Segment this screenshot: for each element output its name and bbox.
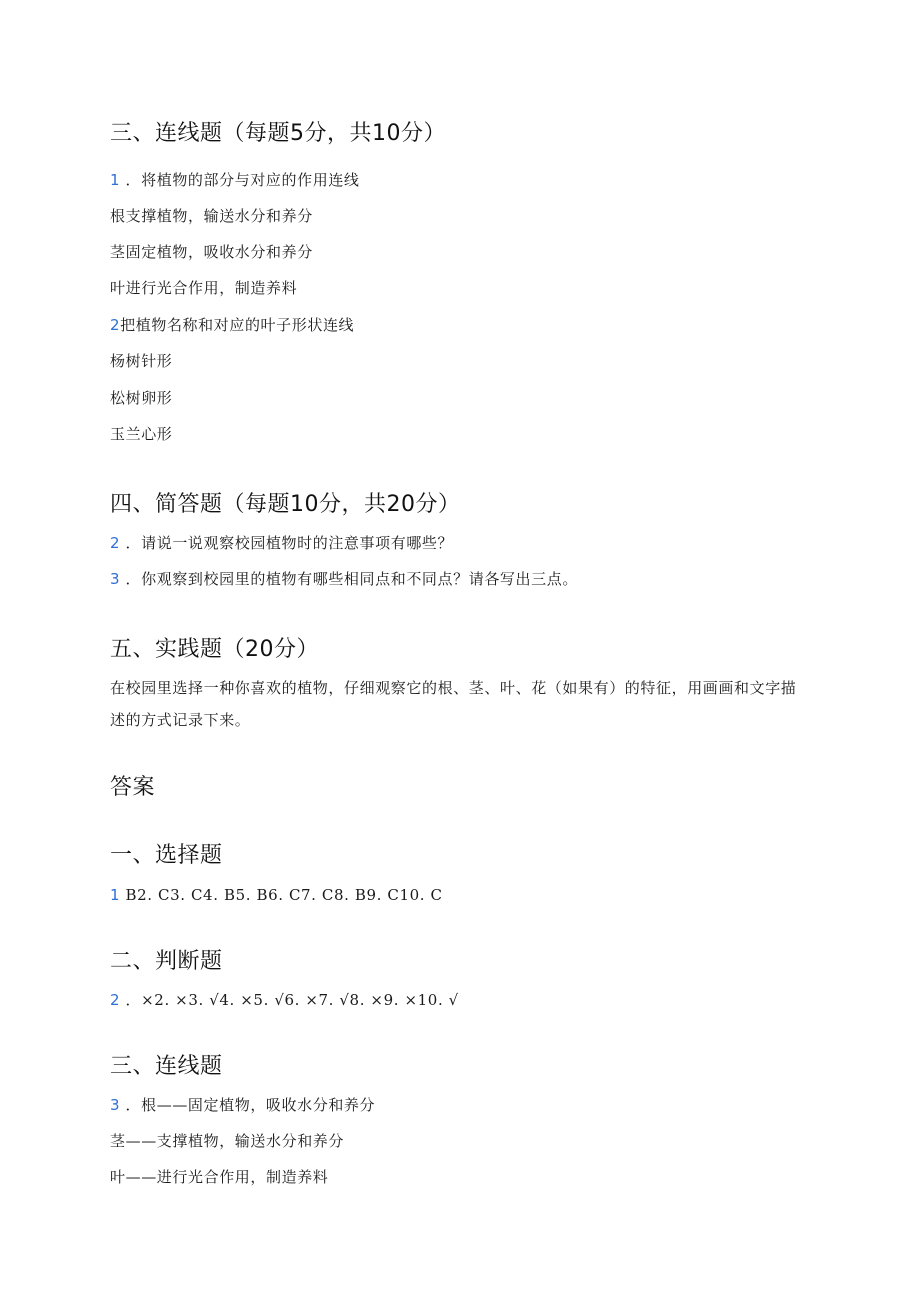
section-heading-short-answer — [110, 487, 461, 518]
section-heading-text: 四、简答题（每题10分，共20分） — [110, 492, 461, 517]
answer-line — [110, 990, 459, 1010]
matching-line: 杨树针形 — [110, 352, 173, 370]
question-text: ．你观察到校园里的植物有哪些相同点和不同点？请各写出三点。 — [125, 570, 578, 588]
answer-number: 3 — [110, 1096, 121, 1114]
question-1 — [110, 170, 360, 190]
answer-section-heading — [110, 838, 223, 869]
answer-line — [110, 885, 443, 905]
section-heading-text: 一、选择题 — [110, 843, 223, 868]
question-2 — [110, 315, 354, 335]
section-heading-text: 二、判断题 — [110, 949, 223, 974]
matching-line: 玉兰心形 — [110, 425, 173, 443]
question-number: 1 — [110, 171, 121, 189]
answer-section-heading — [110, 1049, 223, 1080]
question-number: 2 — [110, 534, 121, 552]
matching-line: 根支撑植物，输送水分和养分 — [110, 207, 313, 225]
question-text: 把植物名称和对应的叶子形状连线 — [120, 316, 355, 334]
answer-line: 叶——进行光合作用，制造养料 — [110, 1168, 329, 1186]
section-heading-matching — [110, 116, 446, 147]
question-2 — [110, 533, 453, 553]
answer-section-heading — [110, 944, 223, 975]
question-number: 3 — [110, 570, 121, 588]
question-text: ．将植物的部分与对应的作用连线 — [125, 171, 360, 189]
section-heading-practice — [110, 632, 319, 663]
question-number: 2 — [110, 316, 121, 334]
matching-line: 叶进行光合作用，制造养料 — [110, 279, 298, 297]
matching-line: 松树卵形 — [110, 389, 173, 407]
matching-line: 茎固定植物，吸收水分和养分 — [110, 243, 313, 261]
answer-text: B2. C3. C4. B5. B6. C7. C8. B9. C10. C — [120, 886, 443, 904]
answer-number: 2 — [110, 991, 121, 1009]
answer-text: ．根——固定植物，吸收水分和养分 — [125, 1096, 376, 1114]
answer-line: 茎——支撑植物，输送水分和养分 — [110, 1132, 345, 1150]
question-text: ．请说一说观察校园植物时的注意事项有哪些？ — [125, 534, 454, 552]
question-3 — [110, 569, 578, 589]
answer-number: 1 — [110, 886, 121, 904]
section-heading-text: 三、连线题（每题5分，共10分） — [110, 121, 446, 146]
answers-heading — [110, 770, 155, 801]
practice-text: 在校园里选择一种你喜欢的植物，仔细观察它的根、茎、叶、花（如果有）的特征，用画画和文字描述的方式记录下来。 — [110, 679, 797, 729]
answer-text: ．×2. ×3. √4. ×5. √6. ×7. √8. ×9. ×10. √ — [125, 991, 459, 1009]
answer-line — [110, 1095, 375, 1115]
section-heading-text: 五、实践题（20分） — [110, 637, 319, 662]
section-heading-text: 三、连线题 — [110, 1054, 223, 1079]
answers-heading-text: 答案 — [110, 775, 156, 800]
